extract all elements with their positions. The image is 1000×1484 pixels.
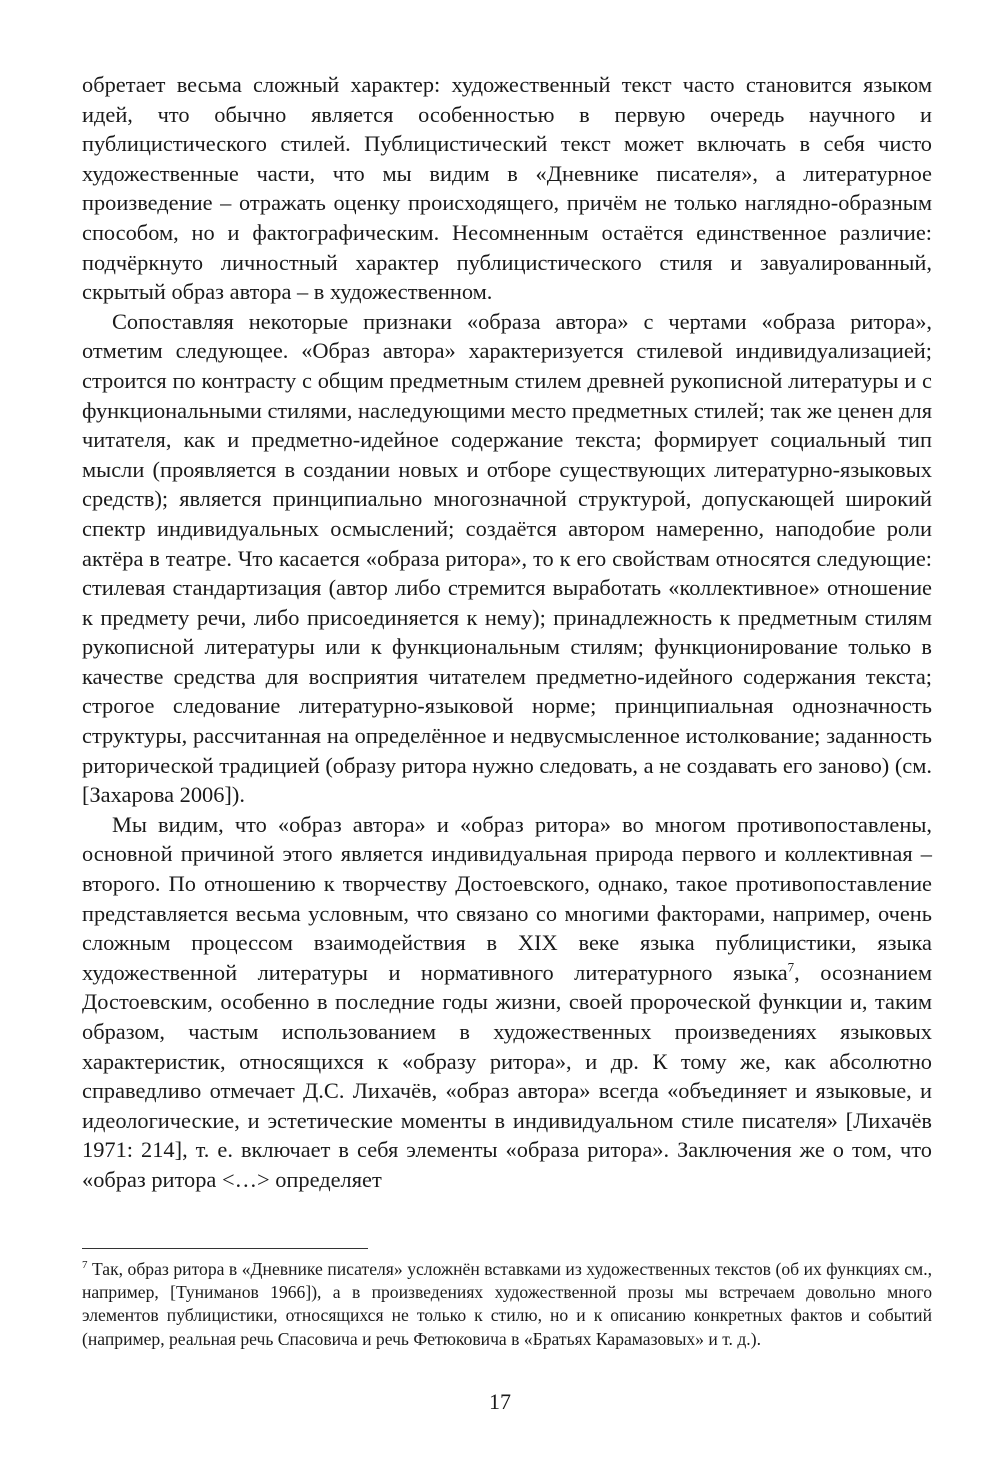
- footnote-text: Так, образ ритора в «Дневнике писателя» усложнён вставками из художественных текстов (об их функциях см., например, [Туниманов 1966]), а в произведениях художественной прозы мы встречаем довольно много элементов публицистики, относящихся не только к стилю, но и к описанию конкретных фактов и событий (например, реальная речь Спасовича и речь Фетюковича в «Братьях Карамазовых» и т. д.).: [82, 1259, 932, 1349]
- footnote-number: 7: [82, 1259, 88, 1272]
- paragraph-3-part-2: , осознанием Достоевским, особенно в последние годы жизни, своей пророческой функции и, таким образом, частым использованием в художественных произведениях языковых характеристик, относящихся к «образу ритора», и др. К тому же, как абсолютно справедливо отмечает Д.С. Лихачёв, «образ автора» всегда «объединяет и языковые, и идеологические, и эстетические моменты в индивидуальном стиле писателя» [Лихачёв 1971: 214], т. е. включает в себя элементы «образа ритора». Заключения же о том, что «образ ритора <…> определяет: [82, 959, 932, 1192]
- main-text: [82, 70, 932, 1195]
- page-number: 17: [489, 1389, 511, 1414]
- paragraph-2: Сопоставляя некоторые признаки «образа автора» с чертами «образа ритора», отметим следующее. «Образ автора» характеризуется стилевой индивидуализацией; строится по контрасту с общим предметным стилем древней рукописной литературы и с функциональными стилями, наследующими место предметных стилей; так же ценен для читателя, как и предметно-идейное содержание текста; формирует социальный тип мысли (проявляется в создании новых и отборе существующих литературно-языковых средств); является принципиально многозначной структурой, допускающей широкий спектр индивидуальных осмыслений; создаётся автором намеренно, наподобие роли актёра в театре. Что касается «образа ритора», то к его свойствам относятся следующие: стилевая стандартизация (автор либо стремится выработать «коллективное» отношение к предмету речи, либо присоединяется к нему); принадлежность к предметным стилям рукописной литературы или к функциональным стилям; функционирование только в качестве средства для восприятия читателем предметно-идейного содержания текста; строгое следование литературно-языковой норме; принципиальная однозначность структуры, рассчитанная на определённое и недвусмысленное истолкование; заданность риторической традицией (образу ритора нужно следовать, а не создавать его заново) (см. [Захарова 2006]).: [82, 308, 932, 808]
- paragraph-1: обретает весьма сложный характер: художественный текст часто становится языком идей, что обычно является особенностью в первую очередь научного и публицистического стилей. Публицистический текст может включать в себя чисто художественные части, что мы видим в «Дневнике писателя», а литературное произведение – отражать оценку происходящего, причём не только наглядно-образным способом, но и фактографическим. Несомненным остаётся единственное различие: подчёркнуто личностный характер публицистического стиля и завуалированный, скрытый образ автора – в художественном.: [82, 72, 932, 305]
- paragraph-3-part-1: Мы видим, что «образ автора» и «образ ритора» во многом противопоставлены, основной причиной этого является индивидуальная природа первого и коллективная – второго. По отношению к творчеству Достоевского, однако, такое противопоставление представляется весьма условным, что связано со многими факторами, например, очень сложным процессом взаимодействия в XIX веке языка публицистики, языка художественной литературы и нормативного литературного языка: [82, 811, 932, 985]
- footnote-reference[interactable]: 7: [787, 959, 795, 975]
- paragraph-3: [82, 810, 932, 1195]
- footnote: [82, 1258, 932, 1351]
- footnote-divider: [82, 1248, 368, 1249]
